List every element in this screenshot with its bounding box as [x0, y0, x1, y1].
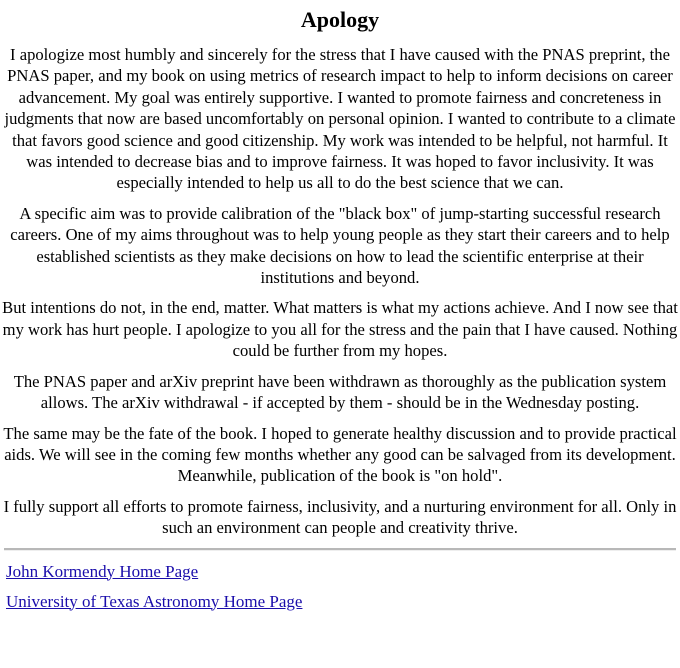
paragraph-withdrawal: The PNAS paper and arXiv preprint have been withdrawn as thoroughly as the publication system allows. The arXiv withdrawal - if accepted by them - should be in the Wednesday posting. [13, 371, 667, 413]
paragraph-book: The same may be the fate of the book. I hoped to generate healthy discussion and to provide practical aids. We will see in the coming few months whether any good can be salvaged from its development. Meanwhile, publication of the book is "on hold". [3, 423, 677, 486]
document-page [0, 6, 680, 613]
paragraph-specific-aim: A specific aim was to provide calibration of the "black box" of jump-starting successful research careers. One of my aims throughout was to help young people as they start their careers and to help established scientists as they make decisions on how to lead the scientific enterprise at their institutions and beyond. [10, 203, 670, 288]
page-title: Apology [300, 7, 380, 32]
link-home-page[interactable]: John Kormendy Home Page [6, 561, 199, 581]
link-astronomy-home-page[interactable]: University of Texas Astronomy Home Page [6, 591, 303, 611]
paragraph-intentions: But intentions do not, in the end, matter. What matters is what my actions achieve. And I now see that my work has hurt people. I apologize to you all for the stress and the pain that I have caused. Nothing could be further from my hopes. [2, 298, 678, 361]
paragraph-support: I fully support all efforts to promote fairness, inclusivity, and a nurturing environment for all. Only in such an environment can people and creativity thrive. [3, 496, 677, 538]
footer-links [0, 561, 680, 613]
paragraph-apology-intro: I apologize most humbly and sincerely for the stress that I have caused with the PNAS preprint, the PNAS paper, and my book on using metrics of research impact to help to inform decisions on career advancement. My goal was entirely supportive. I wanted to promote fairness and concreteness in judgments that now are based uncomfortably on personal opinion. I wanted to contribute to a climate that favors good science and good citizenship. My work was intended to be helpful, not harmful. It was intended to decrease bias and to improve fairness. It was hoped to favor inclusivity. It was especially intended to help us all to do the best science that we can. [4, 45, 676, 193]
horizontal-divider [4, 548, 676, 551]
